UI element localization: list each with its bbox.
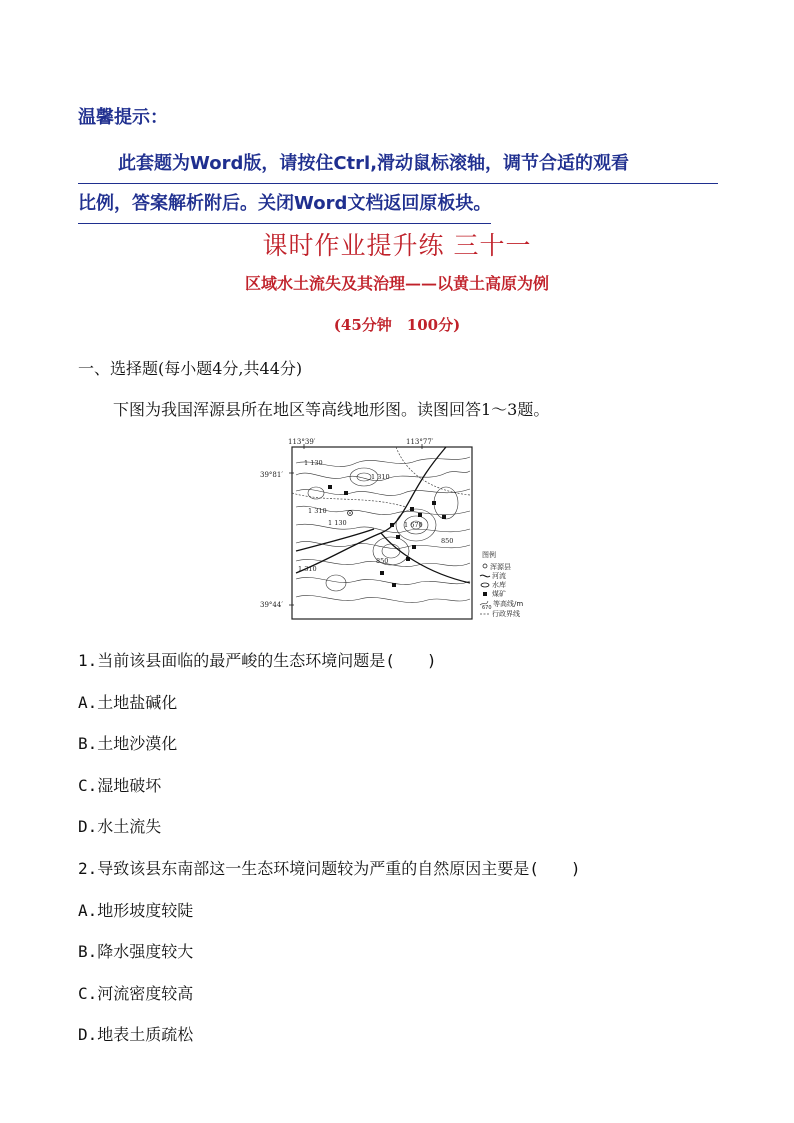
option-b: B.降水强度较大 <box>78 942 194 961</box>
contour-label: 1 310 <box>308 507 327 515</box>
legend-contour-value: 670 <box>482 605 492 611</box>
question-intro: 下图为我国浑源县所在地区等高线地形图。读图回答1～3题。 <box>113 400 550 419</box>
legend-item: 等高线/m <box>493 600 524 608</box>
contour-label: 1 310 <box>371 473 390 481</box>
map-lon-left: 113°39′ <box>288 438 316 446</box>
option-a: A.土地盐碱化 <box>78 693 178 712</box>
question-stem: 1.当前该县面临的最严峻的生态环境问题是( ) <box>78 651 437 670</box>
legend-item: 浑源县 <box>490 563 511 571</box>
tip-line-1: 此套题为Word版，请按住Ctrl,滑动鼠标滚轴，调节合适的观看 <box>78 144 718 184</box>
legend-item: 水库 <box>492 581 506 589</box>
legend-item: 煤矿 <box>492 590 506 598</box>
tip-title: 温馨提示： <box>78 107 168 128</box>
legend-title: 图例 <box>482 551 496 559</box>
page-title: 课时作业提升练 三十一 <box>262 231 532 260</box>
map-lon-right: 113°77′ <box>406 438 434 446</box>
contour-label: 850 <box>441 537 454 545</box>
option-a: A.地形坡度较陡 <box>78 901 194 920</box>
page-subtitle: 区域水土流失及其治理——以黄土高原为例 <box>244 274 549 293</box>
option-d: D.水土流失 <box>78 817 162 836</box>
contour-label: 1 130 <box>328 519 347 527</box>
time-score: (45分钟 100分) <box>333 316 461 334</box>
map-lat-top: 39°81′ <box>260 471 283 479</box>
legend-item: 河流 <box>492 572 506 580</box>
section-heading: 一、选择题(每小题4分,共44分) <box>78 359 303 378</box>
option-c: C.湿地破坏 <box>78 776 162 795</box>
tip-line-2: 比例，答案解析附后。关闭Word文档返回原板块。 <box>78 184 491 224</box>
option-b: B.土地沙漠化 <box>78 734 178 753</box>
contour-label: 850 <box>376 557 389 565</box>
contour-label: 1 130 <box>304 459 323 467</box>
legend-item: 行政界线 <box>492 610 520 618</box>
map-lat-bottom: 39°44′ <box>260 601 283 609</box>
map-legend <box>480 550 523 618</box>
contour-label: 1 670 <box>404 521 423 529</box>
option-d: D.地表土质疏松 <box>78 1025 194 1044</box>
contour-map <box>256 433 546 625</box>
tip-body <box>78 144 718 224</box>
coal-mine-icons <box>328 485 446 587</box>
contour-label: 1 310 <box>298 565 317 573</box>
option-c: C.河流密度较高 <box>78 984 194 1003</box>
question-stem: 2.导致该县东南部这一生态环境问题较为严重的自然原因主要是( ) <box>78 859 581 878</box>
